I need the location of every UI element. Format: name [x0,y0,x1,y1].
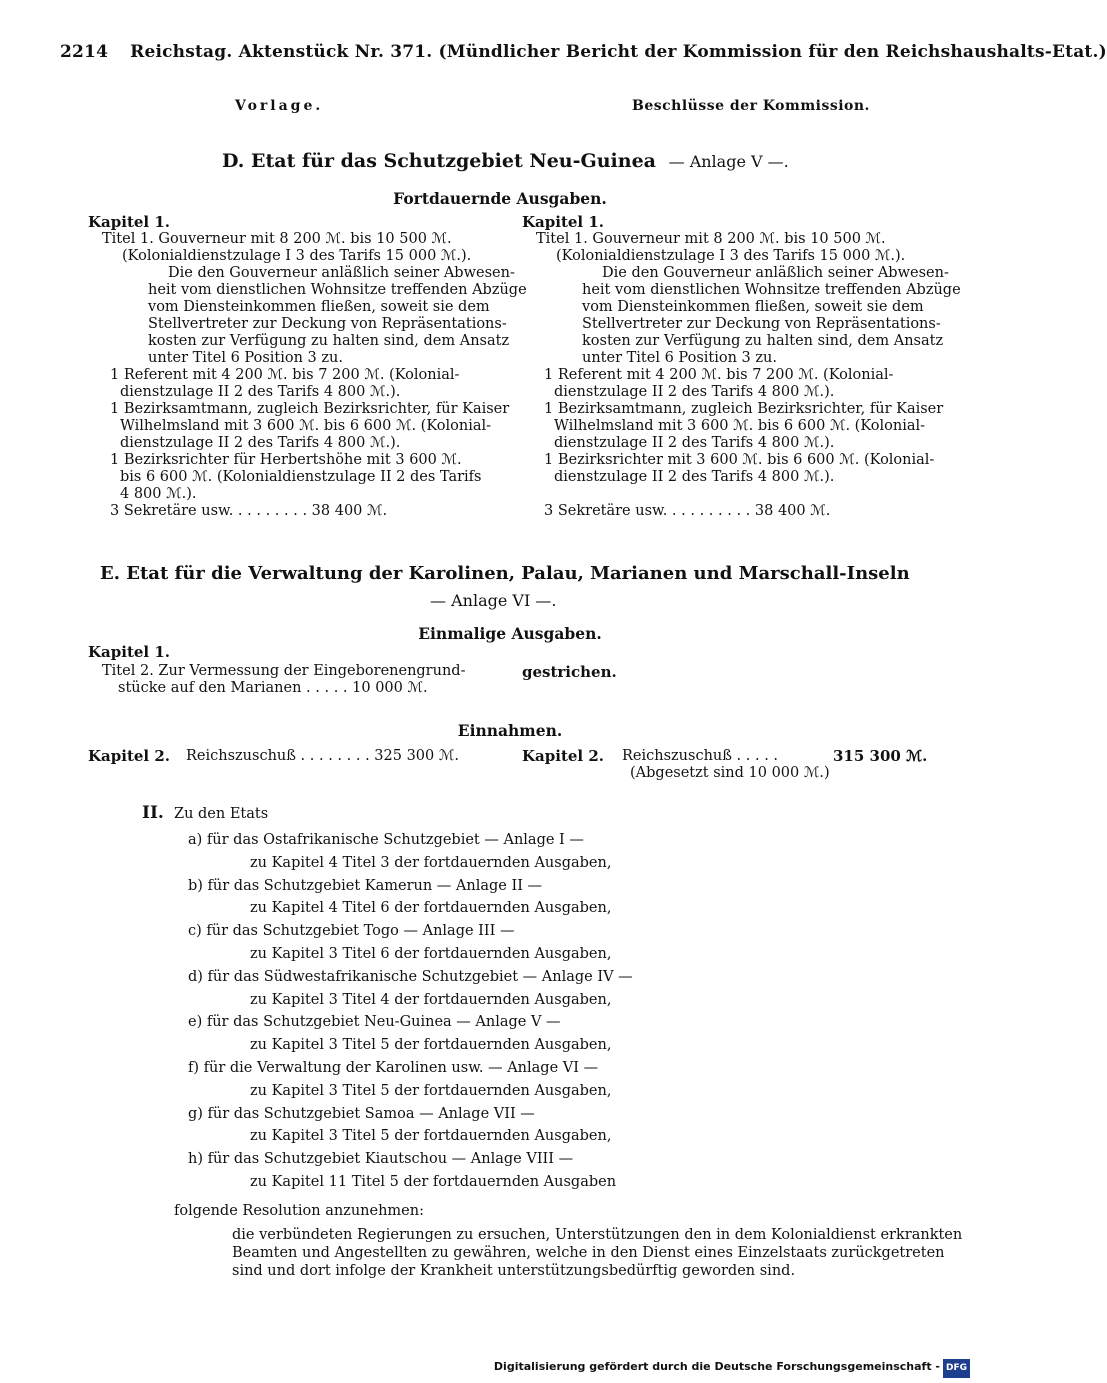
list-item-line: h) für das Schutzgebiet Kiautschou — Anlage VIII — [188,1151,574,1168]
text-line: (Kolonialdienstzulage I 3 des Tarifs 15 000 ℳ.). [122,248,472,264]
section-d-anlage: — Anlage V —. [668,152,789,171]
section-e-title: E. Etat für die Verwaltung der Karolinen, Palau, Marianen und Marschall-Inseln [100,563,910,584]
text-line: Die den Gouverneur anläßlich seiner Abwesen- [602,265,949,281]
resolution-text [232,1226,962,1280]
text-line: (Kolonialdienstzulage I 3 des Tarifs 15 000 ℳ.). [556,248,906,264]
text-line: 1 Bezirksrichter für Herbertshöhe mit 3 600 ℳ. [110,452,462,468]
list-item-line: zu Kapitel 11 Titel 5 der fortdauernden Ausgaben [250,1173,617,1190]
text-line: dienstzulage II 2 des Tarifs 4 800 ℳ.). [554,469,835,485]
list-item-line: d) für das Südwestafrikanische Schutzgebiet — Anlage IV — [188,968,633,985]
section-d-right-column [522,213,961,520]
section-d-title: D. Etat für das Schutzgebiet Neu-Guinea — Anlage V —. [222,150,789,172]
section-d-left-column [88,213,527,520]
text-line: 1 Bezirksamtmann, zugleich Bezirksrichter, für Kaiser [544,401,944,417]
text-line: 3 Sekretäre usw. . . . . . . . . . 38 400 ℳ. [544,503,831,519]
list-item-line: zu Kapitel 4 Titel 6 der fortdauernden Ausgaben, [250,900,612,917]
text-line: 3 Sekretäre usw. . . . . . . . . 38 400 ℳ. [110,503,388,519]
text-line: 1 Referent mit 4 200 ℳ. bis 7 200 ℳ. (Kolonial- [544,367,894,383]
titel2-line1: Titel 2. Zur Vermessung der Eingeborenengrund- [102,663,466,679]
column-head-vorlage: Vorlage. [235,98,324,114]
list-item-line: zu Kapitel 3 Titel 5 der fortdauernden Ausgaben, [250,1037,612,1054]
right-reichszuschuss: Reichszuschuß . . . . . [622,748,779,764]
text-line: dienstzulage II 2 des Tarifs 4 800 ℳ.). [120,384,401,400]
footer-text: Digitalisierung gefördert durch die Deutsche Forschungsgemeinschaft - [493,1360,940,1373]
text-line: kosten zur Verfügung zu halten sind, dem Ansatz [582,333,944,349]
section-ii-intro: Zu den Etats [174,806,269,822]
resolution-intro: folgende Resolution anzunehmen: [174,1203,424,1219]
list-item-line: zu Kapitel 3 Titel 4 der fortdauernden Ausgaben, [250,991,612,1008]
right-kapitel2: Kapitel 2. [522,747,604,765]
text-line: Wilhelmsland mit 3 600 ℳ. bis 6 600 ℳ. (Kolonial- [554,418,926,434]
list-item-line: b) für das Schutzgebiet Kamerun — Anlage II — [188,877,543,894]
text-line: kosten zur Verfügung zu halten sind, dem Ansatz [148,333,510,349]
text-line: 1 Bezirksrichter mit 3 600 ℳ. bis 6 600 ℳ. (Kolonial- [544,452,935,468]
list-item-line: f) für die Verwaltung der Karolinen usw. — Anlage VI — [188,1059,599,1076]
etat-list [188,829,633,1194]
right-amount: 315 300 ℳ. [833,747,928,765]
right-abgesetzt-note: (Abgesetzt sind 10 000 ℳ.) [630,765,830,781]
titel2-decision: gestrichen. [522,663,617,681]
section-d-subtitle: Fortdauernde Ausgaben. [393,189,607,208]
text-line: bis 6 600 ℳ. (Kolonialdienstzulage II 2 des Tarifs [120,469,482,485]
dfg-logo: DFG [943,1359,970,1378]
text-line: heit vom dienstlichen Wohnsitze treffenden Abzüge [582,282,961,298]
text-line: dienstzulage II 2 des Tarifs 4 800 ℳ.). [554,384,835,400]
list-item-line: a) für das Ostafrikanische Schutzgebiet — Anlage I — [188,832,584,848]
kapitel-heading: Kapitel 1. [522,213,604,231]
list-item-line: zu Kapitel 4 Titel 3 der fortdauernden Ausgaben, [250,854,612,871]
text-line: Stellvertreter zur Deckung von Repräsentations- [148,316,507,332]
text-line: dienstzulage II 2 des Tarifs 4 800 ℳ.). [554,435,835,451]
list-item-line: g) für das Schutzgebiet Samoa — Anlage VII — [188,1105,535,1122]
footer [494,1358,970,1378]
list-item [188,920,633,966]
column-head-beschluesse: Beschlüsse der Kommission. [632,98,870,114]
text-line: vom Diensteinkommen fließen, soweit sie dem [582,299,924,315]
text-line: heit vom dienstlichen Wohnsitze treffenden Abzüge [148,282,527,298]
left-reichszuschuss: Reichszuschuß . . . . . . . . 325 300 ℳ. [186,748,459,764]
text-line: Titel 1. Gouverneur mit 8 200 ℳ. bis 10 500 ℳ. [102,231,452,247]
text-line: 1 Referent mit 4 200 ℳ. bis 7 200 ℳ. (Kolonial- [110,367,460,383]
text-line: Stellvertreter zur Deckung von Repräsentations- [582,316,941,332]
text-line: Die den Gouverneur anläßlich seiner Abwesen- [168,265,515,281]
list-item [188,875,633,921]
kapitel-heading: Kapitel 1. [88,643,170,661]
list-item [188,1148,633,1194]
list-item [188,829,633,875]
text-line: vom Diensteinkommen fließen, soweit sie dem [148,299,490,315]
text-line: unter Titel 6 Position 3 zu. [148,350,343,366]
page-header: 2214 Reichstag. Aktenstück Nr. 371. (Mündlicher Bericht der Kommission für den Reichshaushalts-Etat.) [60,42,1107,62]
list-item-line: zu Kapitel 3 Titel 5 der fortdauernden Ausgaben, [250,1082,612,1099]
text-line: Wilhelmsland mit 3 600 ℳ. bis 6 600 ℳ. (Kolonial- [120,418,492,434]
list-item-line: zu Kapitel 3 Titel 5 der fortdauernden Ausgaben, [250,1128,612,1145]
resolution-line: sind und dort infolge der Krankheit unterstützungsbedürftig geworden sind. [232,1263,796,1279]
list-item-line: e) für das Schutzgebiet Neu-Guinea — Anlage V — [188,1014,561,1031]
page-number-inline: 2214 [60,42,109,62]
list-item-line: zu Kapitel 3 Titel 6 der fortdauernden Ausgaben, [250,945,612,962]
list-item-line: c) für das Schutzgebiet Togo — Anlage III — [188,923,515,940]
list-item [188,1057,633,1103]
titel2-line2: stücke auf den Marianen . . . . . 10 000 ℳ. [118,680,428,696]
list-item [188,1011,633,1057]
text-line: dienstzulage II 2 des Tarifs 4 800 ℳ.). [120,435,401,451]
section-e-subtitle-einnahmen: Einnahmen. [457,721,563,740]
text-line: unter Titel 6 Position 3 zu. [582,350,777,366]
text-line: Titel 1. Gouverneur mit 8 200 ℳ. bis 10 500 ℳ. [536,231,886,247]
section-e-subtitle-einmalig: Einmalige Ausgaben. [418,624,602,643]
resolution-line: die verbündeten Regierungen zu ersuchen, Unterstützungen den in dem Kolonialdienst erkrankten [232,1227,963,1243]
resolution-line: Beamten und Angestellten zu gewähren, welche in den Dienst eines Einzelstaats zurückgetreten [232,1245,945,1261]
section-e-anlage: — Anlage VI —. [430,591,557,610]
text-line: 1 Bezirksamtmann, zugleich Bezirksrichter, für Kaiser [110,401,510,417]
section-ii-numeral: II. [142,803,164,823]
list-item [188,1103,633,1149]
list-item [188,966,633,1012]
left-kapitel2: Kapitel 2. [88,747,170,765]
text-line: 4 800 ℳ.). [120,486,197,502]
kapitel-heading: Kapitel 1. [88,213,170,231]
